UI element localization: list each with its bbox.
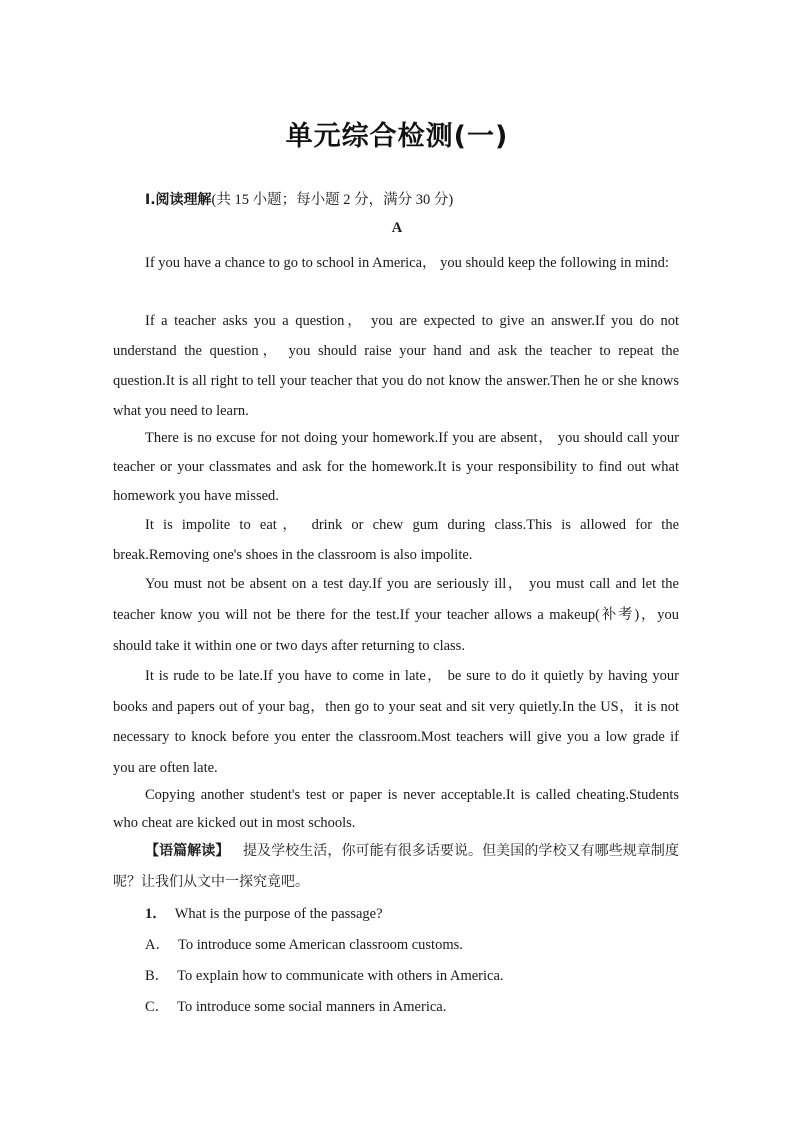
option-text: To explain how to communicate with others in America. [177,968,504,984]
option-letter: A． [145,937,170,953]
option-a [145,933,463,954]
passage-label: A [391,220,403,236]
passage-paragraph: You must not be absent on a test day.If you are seriously ill， you must call and let the teacher know you will not be there for the test.If your teacher allows a makeup(补考)，you should take it within one or two days after returning to class. [113,576,679,654]
question-1 [145,902,383,923]
option-c [145,995,446,1016]
section-label: Ⅰ.阅读理解 [145,192,212,208]
question-text: What is the purpose of the passage? [174,906,383,922]
reading-note-tag: 【语篇解读】 [145,843,230,859]
passage-paragraph: There is no excuse for not doing your homework.If you are absent， you should call your teacher or your classmates and ask for the homework.It is your responsibility to find out what homework you have missed. [113,430,679,504]
reading-note-text: 提及学校生活，你可能有很多话要说。但美国的学校又有哪些规章制度呢？让我们从文中一探究竟吧。 [113,843,679,890]
section-heading [145,188,453,209]
passage-paragraph: Copying another student's test or paper is never acceptable.It is called cheating.Students who cheat are kicked out in most schools. [113,787,679,831]
page-title: 单元综合检测(一) [285,121,509,152]
option-text: To introduce some American classroom customs. [177,937,463,953]
option-b [145,964,504,985]
reading-note [113,836,679,898]
option-letter: C． [145,999,170,1015]
passage-paragraph: If a teacher asks you a question， you are expected to give an answer.If you do not understand the question， you should raise your hand and ask the teacher to repeat the question.It is all right to tell your teacher that you do not know the answer.Then he or she knows what you need to learn. [113,313,679,419]
passage-paragraph: It is rude to be late.If you have to come in late， be sure to do it quietly by having your books and papers out of your bag，then go to your seat and sit very quietly.In the US，it is not necessary to knock before you enter the classroom.Most teachers will give you a low grade if you are often late. [113,668,679,776]
passage-paragraph: It is impolite to eat， drink or chew gum during class.This is allowed for the break.Removing one's shoes in the classroom is also impolite. [113,517,679,563]
passage-paragraph: If you have a chance to go to school in America， you should keep the following in mind: [145,255,669,271]
question-number: 1． [145,906,167,922]
section-detail: (共 15 小题；每小题 2 分，满分 30 分) [211,192,454,208]
option-text: To introduce some social manners in America. [177,999,447,1015]
option-letter: B． [145,968,170,984]
